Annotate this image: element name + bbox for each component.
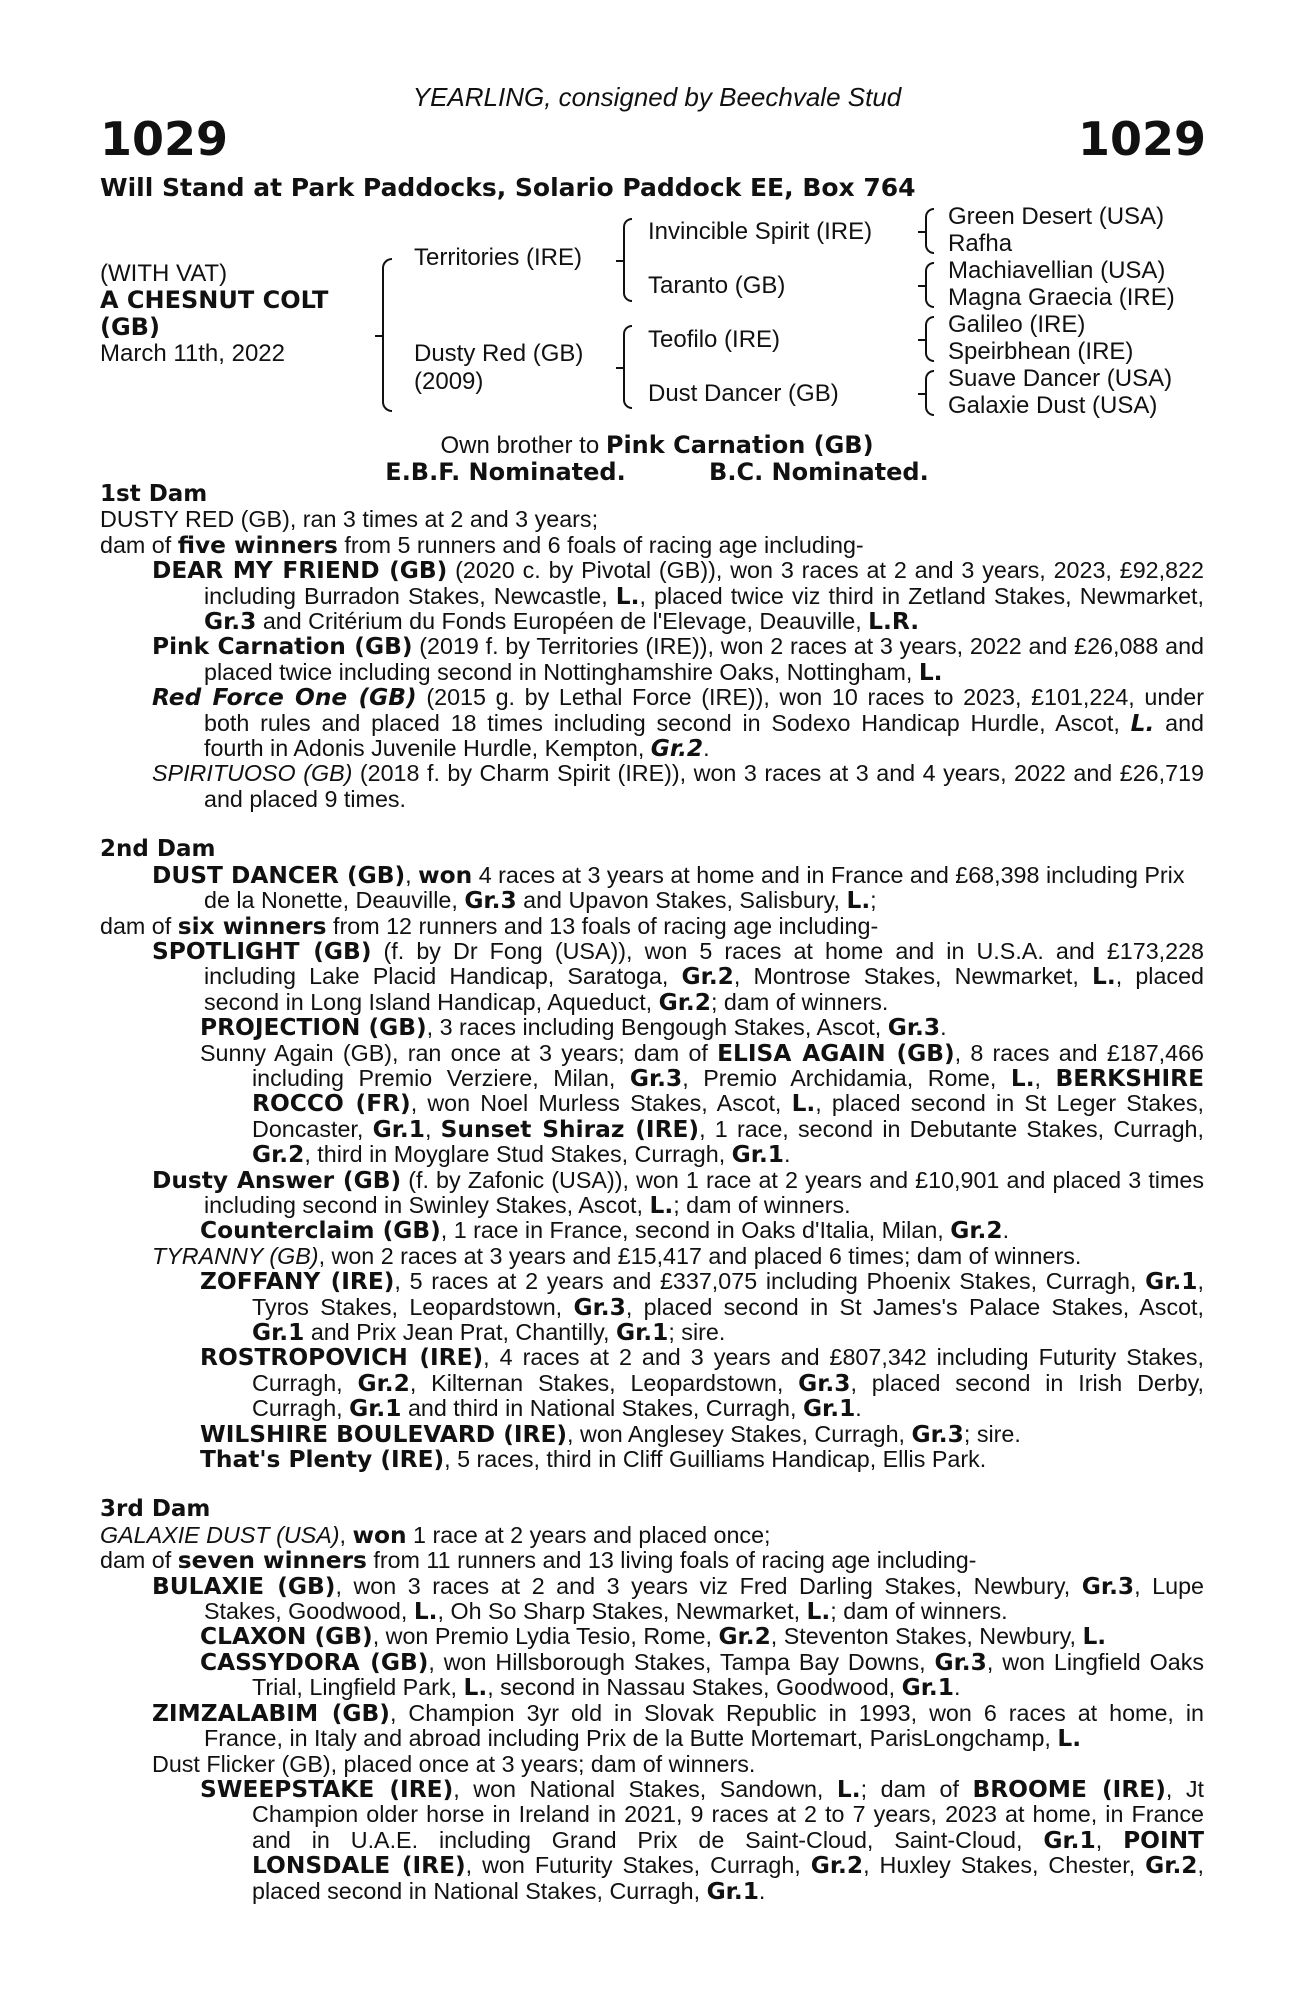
entry-text: L. bbox=[649, 1191, 674, 1219]
entry-text: , won Hillsborough Stakes, Tampa Bay Downs, bbox=[428, 1648, 935, 1675]
entry-text: L. bbox=[918, 658, 943, 686]
entry-text: 1 race at 2 years and placed once; bbox=[406, 1521, 771, 1548]
produce-entry bbox=[100, 1422, 1204, 1447]
entry-text: (f. by Zafonic (USA)), won 1 race at 2 years and £10,901 and placed 3 times including second in Swinley Stakes, Ascot, bbox=[204, 1166, 1204, 1218]
entry-text: ; sire. bbox=[668, 1319, 726, 1345]
entry-text: Gr.1 bbox=[372, 1115, 425, 1143]
g3-ancestor: Galaxie Dust (USA) bbox=[948, 392, 1158, 419]
entry-text: , 8 races and £187,466 including Premio Verziere, Milan, bbox=[252, 1039, 1205, 1091]
sire-sire: Invincible Spirit (IRE) bbox=[648, 218, 873, 245]
dam-year: (2009) bbox=[414, 368, 484, 395]
entry-text: Gr.2 bbox=[658, 988, 711, 1016]
entry-text: seven winners bbox=[177, 1547, 367, 1575]
entry-text: ZIMZALABIM (GB) bbox=[152, 1699, 390, 1727]
g3-ancestor: Speirbhean (IRE) bbox=[948, 338, 1134, 365]
entry-text: Gr.2 bbox=[950, 1217, 1003, 1245]
vat-label: (WITH VAT) bbox=[100, 260, 228, 287]
entry-text: Dusty Answer (GB) bbox=[152, 1166, 402, 1194]
entry-text: , 3 races including Bengough Stakes, Ascot, bbox=[426, 1014, 888, 1041]
produce-entry bbox=[100, 558, 1204, 634]
entry-text: Gr.3 bbox=[911, 1420, 964, 1448]
entry-text: , won Noel Murless Stakes, Ascot, bbox=[410, 1090, 792, 1117]
produce-entry bbox=[100, 1244, 1204, 1269]
entry-text: , Oh So Sharp Stakes, Newmarket, bbox=[437, 1598, 807, 1625]
entry-text: Gr.3 bbox=[798, 1369, 851, 1397]
entry-text: Gr.3 bbox=[464, 887, 517, 915]
g3-ancestor: Magna Graecia (IRE) bbox=[948, 284, 1175, 311]
stand-location: Will Stand at Park Paddocks, Solario Paddock EE, Box 764 bbox=[100, 173, 916, 202]
produce-entry bbox=[100, 1548, 1204, 1573]
entry-text: DUSTY RED (GB), ran 3 times at 2 and 3 years; bbox=[100, 506, 599, 533]
produce-entry bbox=[100, 1574, 1204, 1625]
entry-text: Gr.2 bbox=[252, 1141, 305, 1169]
entry-text: L. bbox=[846, 887, 871, 915]
entry-text: BROOME (IRE) bbox=[972, 1775, 1166, 1803]
entry-text: L. bbox=[1082, 1623, 1107, 1651]
entry-text: CLAXON (GB) bbox=[200, 1623, 373, 1651]
entry-text: and fourth in Adonis Juvenile Hurdle, Kempton, bbox=[204, 709, 1205, 762]
produce-entry bbox=[100, 685, 1204, 761]
entry-text: , won 3 races at 2 and 3 years viz Fred Darling Stakes, Newbury, bbox=[335, 1572, 1082, 1599]
entry-text: , bbox=[424, 1115, 441, 1142]
nomination-notes bbox=[0, 432, 1314, 486]
entry-text: WILSHIRE BOULEVARD (IRE) bbox=[200, 1420, 568, 1448]
entry-text: SWEEPSTAKE (IRE) bbox=[200, 1775, 454, 1803]
entry-text: , 4 races at 2 and 3 years and £807,342 including Futurity Stakes, Curragh, bbox=[252, 1344, 1204, 1396]
g3-brace-2 bbox=[925, 262, 934, 308]
entry-text: dam of bbox=[100, 912, 178, 939]
entry-text: TYRANNY (GB) bbox=[152, 1242, 319, 1269]
entry-text: Gr.3 bbox=[204, 608, 257, 636]
entry-text: . bbox=[784, 1141, 791, 1168]
produce-entry bbox=[100, 1345, 1204, 1421]
entry-text: L. bbox=[1010, 1064, 1035, 1092]
entry-text: and Upavon Stakes, Salisbury, bbox=[516, 887, 847, 914]
entry-text: six winners bbox=[177, 912, 327, 940]
entry-text: . bbox=[1002, 1217, 1010, 1244]
produce-entry bbox=[100, 1015, 1204, 1040]
entry-text: PROJECTION (GB) bbox=[200, 1014, 427, 1042]
entry-text: , won Lingfield Oaks Trial, Lingfield Park, bbox=[252, 1648, 1204, 1701]
entry-text: , Kilternan Stakes, Leopardstown, bbox=[409, 1369, 799, 1396]
produce-entry bbox=[100, 1624, 1204, 1649]
entry-text: Gr.1 bbox=[731, 1141, 785, 1169]
entry-text: Gr.3 bbox=[1081, 1572, 1135, 1600]
entry-text: Gr.1 bbox=[706, 1877, 759, 1905]
g3-brace-1 bbox=[925, 208, 934, 254]
entry-text: , won National Stakes, Sandown, bbox=[453, 1775, 837, 1802]
entry-text: Gr.1 bbox=[252, 1319, 305, 1346]
entry-text: Gr.3 bbox=[629, 1064, 683, 1092]
entry-text: Gr.1 bbox=[1043, 1826, 1096, 1854]
entry-text: That's Plenty (IRE) bbox=[200, 1446, 445, 1474]
entry-text: Gr.2 bbox=[718, 1623, 771, 1651]
horse-brace bbox=[382, 258, 392, 412]
entry-text: , 5 races, third in Cliff Guilliams Handicap, Ellis Park. bbox=[444, 1446, 987, 1473]
entry-text: and Critérium du Fonds Européen de l'Elevage, Deauville, bbox=[256, 608, 869, 635]
entry-text: , won Anglesey Stakes, Curragh, bbox=[567, 1420, 912, 1447]
entry-text: (2018 f. by Charm Spirit (IRE)), won 3 races at 3 and 4 years, 2022 and £26,719 and placed 9 times. bbox=[204, 760, 1204, 812]
section-gap bbox=[100, 812, 1204, 837]
dam-dam: Dust Dancer (GB) bbox=[648, 380, 839, 407]
produce-entry bbox=[100, 1041, 1204, 1168]
entry-text: from 12 runners and 13 foals of racing age including- bbox=[326, 912, 879, 939]
entry-text: , third in Moyglare Stud Stakes, Curragh, bbox=[304, 1141, 732, 1168]
entry-text: , second in Nassau Stakes, Goodwood, bbox=[487, 1674, 902, 1701]
entry-text: . bbox=[758, 1877, 766, 1904]
entry-text: , bbox=[339, 1521, 353, 1548]
sire-dam: Taranto (GB) bbox=[648, 272, 786, 299]
entry-text: L. bbox=[1130, 709, 1155, 737]
section-heading: 2nd Dam bbox=[100, 836, 216, 863]
produce-entry bbox=[100, 761, 1204, 812]
entry-text: Sunny Again (GB), ran once at 3 years; dam of bbox=[200, 1039, 718, 1066]
entry-text: Counterclaim (GB) bbox=[200, 1217, 441, 1245]
entry-text: ; dam of winners. bbox=[830, 1598, 1008, 1625]
entry-text: dam of bbox=[100, 1547, 178, 1574]
entry-text: , Premio Archidamia, Rome, bbox=[682, 1064, 1011, 1091]
entry-text: Gr.1 bbox=[616, 1319, 669, 1346]
section-gap bbox=[100, 1472, 1204, 1497]
own-brother-name: Pink Carnation (GB) bbox=[605, 431, 874, 459]
entry-text: , placed second in Long Island Handicap, Aqueduct, bbox=[204, 963, 1204, 1015]
entry-text: , Tyros Stakes, Leopardstown, bbox=[252, 1268, 1204, 1320]
entry-text: L. bbox=[1057, 1725, 1082, 1753]
entry-text: ; dam of winners. bbox=[673, 1191, 851, 1218]
entry-text: five winners bbox=[177, 531, 338, 559]
entry-text: ; sire. bbox=[963, 1420, 1021, 1447]
produce-entry bbox=[100, 1752, 1204, 1777]
entry-text: Gr.2 bbox=[1145, 1852, 1198, 1880]
entry-text: ELISA AGAIN (GB) bbox=[717, 1039, 955, 1067]
entry-text: won bbox=[418, 861, 473, 889]
entry-text: dam of bbox=[100, 531, 178, 558]
entry-text: and Prix Jean Prat, Chantilly, bbox=[304, 1319, 616, 1345]
entry-text: Gr.1 bbox=[349, 1395, 402, 1423]
produce-entry bbox=[100, 1168, 1204, 1219]
entry-text: Gr.2 bbox=[650, 735, 704, 763]
entry-text: won bbox=[352, 1521, 407, 1549]
catalogue-body bbox=[100, 482, 1204, 1904]
entry-text: BERKSHIRE ROCCO (FR) bbox=[252, 1064, 1204, 1118]
entry-text: L.R. bbox=[868, 608, 920, 636]
entry-text: , Steventon Stakes, Newbury, bbox=[770, 1623, 1083, 1650]
dam-name: Dusty Red (GB) bbox=[414, 340, 584, 367]
entry-text: , placed second in St Leger Stakes, Doncaster, bbox=[252, 1090, 1204, 1142]
section-heading: 3rd Dam bbox=[100, 1496, 211, 1523]
produce-entry bbox=[100, 914, 1204, 939]
entry-text: , Lupe Stakes, Goodwood, bbox=[204, 1572, 1204, 1625]
dam-brace bbox=[623, 325, 632, 409]
entry-text: POINT LONSDALE (IRE) bbox=[252, 1826, 1204, 1880]
entry-text: , Huxley Stakes, Chester, bbox=[863, 1852, 1146, 1879]
date-of-birth: March 11th, 2022 bbox=[100, 340, 286, 367]
g3-ancestor: Rafha bbox=[948, 230, 1013, 257]
entry-text: Gr.1 bbox=[802, 1395, 856, 1423]
produce-entry bbox=[100, 1777, 1204, 1904]
sire-brace bbox=[623, 218, 632, 302]
produce-entry bbox=[100, 533, 1204, 558]
entry-text: Gr.3 bbox=[573, 1293, 626, 1321]
entry-text: L. bbox=[463, 1674, 488, 1702]
entry-text: , won Futurity Stakes, Curragh, bbox=[465, 1852, 811, 1879]
g3-ancestor: Suave Dancer (USA) bbox=[948, 365, 1173, 392]
produce-entry bbox=[100, 1218, 1204, 1243]
entry-text: L. bbox=[791, 1090, 816, 1118]
entry-text: Gr.3 bbox=[934, 1648, 987, 1676]
entry-text: , placed second in National Stakes, Curragh, bbox=[252, 1852, 1204, 1904]
entry-text: from 5 runners and 6 foals of racing age including- bbox=[337, 531, 864, 558]
entry-text: L. bbox=[413, 1598, 438, 1626]
entry-text: ; dam of winners. bbox=[710, 988, 889, 1015]
entry-text: L. bbox=[806, 1598, 831, 1626]
entry-text: DEAR MY FRIEND (GB) bbox=[152, 557, 448, 585]
entry-text: Gr.1 bbox=[901, 1674, 954, 1702]
own-brother-line bbox=[0, 432, 1314, 459]
entry-text: , won 2 races at 3 years and £15,417 and placed 6 times; dam of winners. bbox=[318, 1242, 1082, 1269]
entry-text: ZOFFANY (IRE) bbox=[200, 1268, 395, 1296]
g3-ancestor: Galileo (IRE) bbox=[948, 311, 1086, 338]
entry-text: Dust Flicker (GB), placed once at 3 years; dam of winners. bbox=[152, 1750, 756, 1777]
ebf-nominated: E.B.F. Nominated. bbox=[385, 458, 626, 486]
entry-text: (2020 c. by Pivotal (GB)), won 3 races at 2 and 3 years, 2023, £92,822 including Burradon Stakes, Newcastle, bbox=[204, 557, 1204, 609]
section-heading: 1st Dam bbox=[100, 481, 208, 507]
entry-text: , bbox=[1095, 1826, 1124, 1853]
lot-number-right: 1029 bbox=[1077, 112, 1206, 166]
entry-text: . bbox=[703, 735, 710, 762]
entry-text: Red Force One (GB) bbox=[152, 684, 417, 712]
produce-entry bbox=[100, 1523, 1204, 1548]
entry-text: , placed second in St James's Palace Stakes, Ascot, bbox=[625, 1293, 1204, 1320]
entry-text: and third in National Stakes, Curragh, bbox=[401, 1395, 803, 1422]
produce-entry bbox=[100, 1701, 1204, 1752]
entry-text: L. bbox=[1092, 963, 1116, 991]
entry-text: , Jt Champion older horse in Ireland in 2021, 9 races at 2 to 7 years, 2023 at home, in France and in U.A.E. including Grand Prix de Saint-Cloud, Saint-Cloud, bbox=[252, 1775, 1204, 1853]
entry-text: L. bbox=[615, 582, 640, 610]
bc-nominated: B.C. Nominated. bbox=[709, 458, 929, 486]
produce-entry bbox=[100, 1650, 1204, 1701]
entry-text: from 11 runners and 13 living foals of racing age including- bbox=[366, 1547, 977, 1574]
produce-entry bbox=[100, 939, 1204, 1015]
entry-text: CASSYDORA (GB) bbox=[200, 1648, 429, 1676]
entry-text: SPIRITUOSO (GB) bbox=[152, 760, 353, 787]
entry-text: SPOTLIGHT (GB) bbox=[152, 937, 372, 965]
entry-text: (2015 g. by Lethal Force (IRE)), won 10 races to 2023, £101,224, under both rules and placed 18 times including second in Sodexo Handicap Hurdle, Ascot, bbox=[204, 684, 1204, 736]
g3-ancestor: Green Desert (USA) bbox=[948, 203, 1165, 230]
entry-text: Gr.2 bbox=[357, 1369, 410, 1397]
entry-text: Gr.2 bbox=[681, 963, 734, 991]
entry-text: , 1 race in France, second in Oaks d'Italia, Milan, bbox=[440, 1217, 951, 1244]
entry-text: , Champion 3yr old in Slovak Republic in 1993, won 6 races at home, in France, in Italy and abroad including Prix de la Butte Mortemart, ParisLongchamp, bbox=[204, 1699, 1205, 1752]
entry-text: . bbox=[940, 1014, 947, 1041]
horse-description: A CHESNUT COLT bbox=[100, 286, 329, 314]
g3-brace-3 bbox=[925, 316, 934, 362]
produce-entry bbox=[100, 1269, 1204, 1345]
produce-entry bbox=[152, 863, 1204, 914]
lot-number-left: 1029 bbox=[100, 112, 229, 166]
own-brother-prefix: Own brother to bbox=[440, 432, 600, 459]
entry-text: 4 races at 3 years at home and in France and £68,398 including Prix de la Nonette, Deauville, bbox=[204, 861, 1185, 914]
g3-ancestor: Machiavellian (USA) bbox=[948, 257, 1166, 284]
entry-text: (f. by Dr Fong (USA)), won 5 races at home and in U.S.A. and £173,228 including Lake Placid Handicap, Saratoga, bbox=[204, 937, 1204, 990]
entry-text: Gr.2 bbox=[810, 1852, 864, 1880]
entry-text: , placed twice viz third in Zetland Stakes, Newmarket, bbox=[639, 582, 1204, 609]
entry-text: DUST DANCER (GB) bbox=[152, 861, 406, 889]
entry-text: Gr.3 bbox=[887, 1014, 941, 1042]
sire-name: Territories (IRE) bbox=[414, 244, 583, 271]
g3-brace-4 bbox=[925, 370, 934, 416]
entry-text: BULAXIE (GB) bbox=[152, 1572, 336, 1600]
produce-entry bbox=[100, 1447, 1204, 1472]
entry-text: Gr.1 bbox=[1145, 1268, 1198, 1296]
horse-country: (GB) bbox=[100, 313, 160, 341]
entry-text: , placed second in Irish Derby, Curragh, bbox=[252, 1369, 1204, 1422]
entry-text: Sunset Shiraz (IRE) bbox=[440, 1115, 700, 1143]
produce-entry bbox=[100, 507, 1204, 532]
entry-text: , won Premio Lydia Tesio, Rome, bbox=[372, 1623, 719, 1650]
entry-text: ; dam of bbox=[860, 1775, 973, 1802]
entry-text: , Montrose Stakes, Newmarket, bbox=[733, 963, 1093, 990]
entry-text: , bbox=[405, 861, 419, 888]
entry-text: . bbox=[855, 1395, 862, 1422]
entry-text: , 5 races at 2 years and £337,075 including Phoenix Stakes, Curragh, bbox=[394, 1268, 1146, 1295]
entry-text: ROSTROPOVICH (IRE) bbox=[200, 1344, 484, 1372]
entry-text: . bbox=[953, 1674, 961, 1701]
dam-sire: Teofilo (IRE) bbox=[648, 326, 781, 353]
produce-entry bbox=[100, 634, 1204, 685]
entry-text: , 1 race, second in Debutante Stakes, Curragh, bbox=[699, 1115, 1204, 1142]
entry-text: (2019 f. by Territories (IRE)), won 2 races at 3 years, 2022 and £26,088 and placed twice including second in Nottinghamshire Oaks, Nottingham, bbox=[204, 633, 1204, 685]
entry-text: Pink Carnation (GB) bbox=[152, 633, 413, 661]
entry-text: GALAXIE DUST (USA) bbox=[100, 1521, 340, 1548]
entry-text: ; bbox=[870, 887, 877, 914]
entry-text: , bbox=[1034, 1064, 1056, 1091]
entry-text: L. bbox=[836, 1775, 861, 1803]
consignment-line: YEARLING, consigned by Beechvale Stud bbox=[412, 82, 902, 112]
